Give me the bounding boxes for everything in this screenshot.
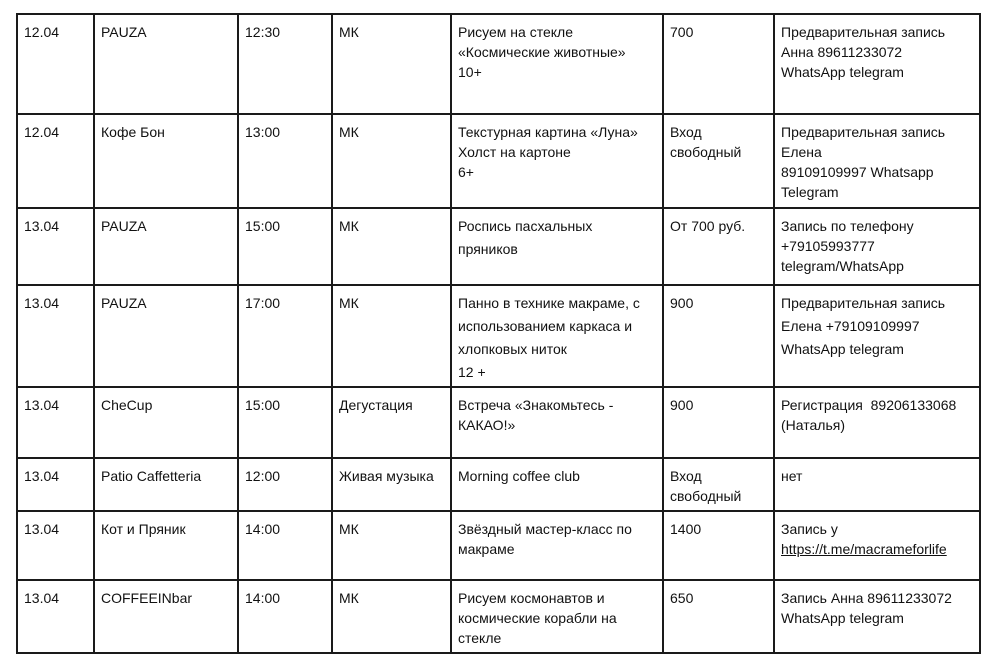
time-cell xyxy=(238,458,332,511)
place-text: CheCup xyxy=(101,397,153,413)
date-cell xyxy=(17,285,94,387)
price-line: Вход xyxy=(670,468,702,484)
price-line: 900 xyxy=(670,295,694,311)
place-text: PAUZA xyxy=(101,218,147,234)
event-cell xyxy=(451,580,663,653)
contact-cell xyxy=(774,387,980,458)
contact-line: Елена xyxy=(781,144,822,160)
event-line: стекле xyxy=(458,630,502,646)
time-cell xyxy=(238,208,332,285)
price-line: 650 xyxy=(670,590,694,606)
place-text: COFFEEINbar xyxy=(101,590,193,606)
type-text: МК xyxy=(339,590,359,606)
price-cell xyxy=(663,387,774,458)
telegram-link[interactable]: https://t.me/macrameforlife xyxy=(781,541,947,557)
date-text: 13.04 xyxy=(24,590,60,606)
event-line: «Космические животные» xyxy=(458,44,626,60)
table-row xyxy=(17,114,980,208)
contact-line: 89109109997 Whatsapp xyxy=(781,164,934,180)
date-text: 13.04 xyxy=(24,521,60,537)
place-cell xyxy=(94,114,238,208)
time-text: 15:00 xyxy=(245,397,281,413)
place-text: PAUZA xyxy=(101,295,147,311)
price-cell xyxy=(663,208,774,285)
contact-line: +79105993777 xyxy=(781,238,875,254)
price-line: 1400 xyxy=(670,521,702,537)
event-line: 6+ xyxy=(458,164,474,180)
event-line: использованием каркаса и xyxy=(458,318,633,334)
date-text: 13.04 xyxy=(24,295,60,311)
date-cell xyxy=(17,114,94,208)
type-text: Живая музыка xyxy=(339,468,434,484)
table-row xyxy=(17,511,980,580)
place-text: Patio Caffetteria xyxy=(101,468,202,484)
events-table xyxy=(16,13,981,654)
date-cell xyxy=(17,208,94,285)
contact-cell xyxy=(774,511,980,580)
contact-line: WhatsApp telegram xyxy=(781,64,904,80)
event-line: Звёздный мастер-класс по xyxy=(458,521,632,537)
price-line: От 700 руб. xyxy=(670,218,746,234)
event-line: пряников xyxy=(458,241,518,257)
date-cell xyxy=(17,580,94,653)
event-line: 12 + xyxy=(458,364,486,380)
event-cell xyxy=(451,285,663,387)
time-cell xyxy=(238,511,332,580)
price-line: Вход xyxy=(670,124,702,140)
event-cell xyxy=(451,14,663,114)
event-cell xyxy=(451,511,663,580)
type-cell xyxy=(332,458,451,511)
contact-line: Запись у xyxy=(781,521,838,537)
price-cell xyxy=(663,14,774,114)
time-text: 14:00 xyxy=(245,521,281,537)
place-cell xyxy=(94,208,238,285)
date-cell xyxy=(17,387,94,458)
time-text: 15:00 xyxy=(245,218,281,234)
type-cell xyxy=(332,114,451,208)
event-cell xyxy=(451,208,663,285)
type-cell xyxy=(332,511,451,580)
contact-line: WhatsApp telegram xyxy=(781,610,904,626)
event-line: Рисуем на стекле xyxy=(458,24,573,40)
time-text: 12:30 xyxy=(245,24,281,40)
event-cell xyxy=(451,387,663,458)
date-text: 12.04 xyxy=(24,24,60,40)
contact-line: telegram/WhatsApp xyxy=(781,258,904,274)
event-line: КАКАО!» xyxy=(458,417,516,433)
time-cell xyxy=(238,114,332,208)
time-text: 12:00 xyxy=(245,468,281,484)
contact-cell xyxy=(774,114,980,208)
place-text: Кот и Пряник xyxy=(101,521,186,537)
events-table-body xyxy=(17,14,980,653)
contact-line: Елена +79109109997 xyxy=(781,318,920,334)
date-text: 13.04 xyxy=(24,218,60,234)
event-cell xyxy=(451,114,663,208)
time-text: 17:00 xyxy=(245,295,281,311)
place-cell xyxy=(94,387,238,458)
contact-line: Регистрация 89206133068 xyxy=(781,397,957,413)
place-cell xyxy=(94,14,238,114)
price-line: свободный xyxy=(670,488,742,504)
type-cell xyxy=(332,580,451,653)
place-cell xyxy=(94,580,238,653)
contact-line: Запись Анна 89611233072 xyxy=(781,590,952,606)
type-text: МК xyxy=(339,124,359,140)
time-cell xyxy=(238,14,332,114)
type-text: МК xyxy=(339,295,359,311)
date-cell xyxy=(17,458,94,511)
table-row xyxy=(17,580,980,653)
event-line: Morning coffee club xyxy=(458,468,580,484)
event-line: космические корабли на xyxy=(458,610,617,626)
contact-cell xyxy=(774,458,980,511)
price-cell xyxy=(663,580,774,653)
price-cell xyxy=(663,285,774,387)
type-cell xyxy=(332,208,451,285)
contact-cell xyxy=(774,580,980,653)
time-text: 13:00 xyxy=(245,124,281,140)
event-line: 10+ xyxy=(458,64,482,80)
contact-line: Запись по телефону xyxy=(781,218,914,234)
date-text: 12.04 xyxy=(24,124,60,140)
table-row xyxy=(17,387,980,458)
event-line: Роспись пасхальных xyxy=(458,218,593,234)
date-cell xyxy=(17,511,94,580)
date-text: 13.04 xyxy=(24,468,60,484)
event-line: Панно в технике макраме, с xyxy=(458,295,640,311)
event-line: Холст на картоне xyxy=(458,144,571,160)
place-cell xyxy=(94,511,238,580)
type-cell xyxy=(332,285,451,387)
type-cell xyxy=(332,387,451,458)
type-text: МК xyxy=(339,521,359,537)
event-line: Рисуем космонавтов и xyxy=(458,590,605,606)
table-row xyxy=(17,14,980,114)
contact-line: (Наталья) xyxy=(781,417,845,433)
type-text: МК xyxy=(339,218,359,234)
event-line: хлопковых ниток xyxy=(458,341,567,357)
date-text: 13.04 xyxy=(24,397,60,413)
contact-line: Предварительная запись xyxy=(781,24,946,40)
contact-line: WhatsApp telegram xyxy=(781,341,904,357)
time-cell xyxy=(238,387,332,458)
price-line: свободный xyxy=(670,144,742,160)
contact-line: Telegram xyxy=(781,184,839,200)
place-cell xyxy=(94,458,238,511)
place-text: Кофе Бон xyxy=(101,124,165,140)
price-cell xyxy=(663,511,774,580)
date-cell xyxy=(17,14,94,114)
time-cell xyxy=(238,580,332,653)
place-cell xyxy=(94,285,238,387)
price-cell xyxy=(663,114,774,208)
price-cell xyxy=(663,458,774,511)
contact-line: Предварительная запись xyxy=(781,124,946,140)
contact-line: нет xyxy=(781,468,803,484)
type-text: Дегустация xyxy=(339,397,413,413)
contact-cell xyxy=(774,14,980,114)
contact-cell xyxy=(774,208,980,285)
time-cell xyxy=(238,285,332,387)
contact-line: Анна 89611233072 xyxy=(781,44,903,60)
table-row xyxy=(17,208,980,285)
time-text: 14:00 xyxy=(245,590,281,606)
table-row xyxy=(17,285,980,387)
contact-cell xyxy=(774,285,980,387)
event-line: Встреча «Знакомьтесь - xyxy=(458,397,614,413)
price-line: 900 xyxy=(670,397,694,413)
type-cell xyxy=(332,14,451,114)
event-cell xyxy=(451,458,663,511)
event-line: Текстурная картина «Луна» xyxy=(458,124,638,140)
place-text: PAUZA xyxy=(101,24,147,40)
price-line: 700 xyxy=(670,24,694,40)
event-line: макраме xyxy=(458,541,515,557)
table-row xyxy=(17,458,980,511)
contact-line: Предварительная запись xyxy=(781,295,946,311)
type-text: МК xyxy=(339,24,359,40)
